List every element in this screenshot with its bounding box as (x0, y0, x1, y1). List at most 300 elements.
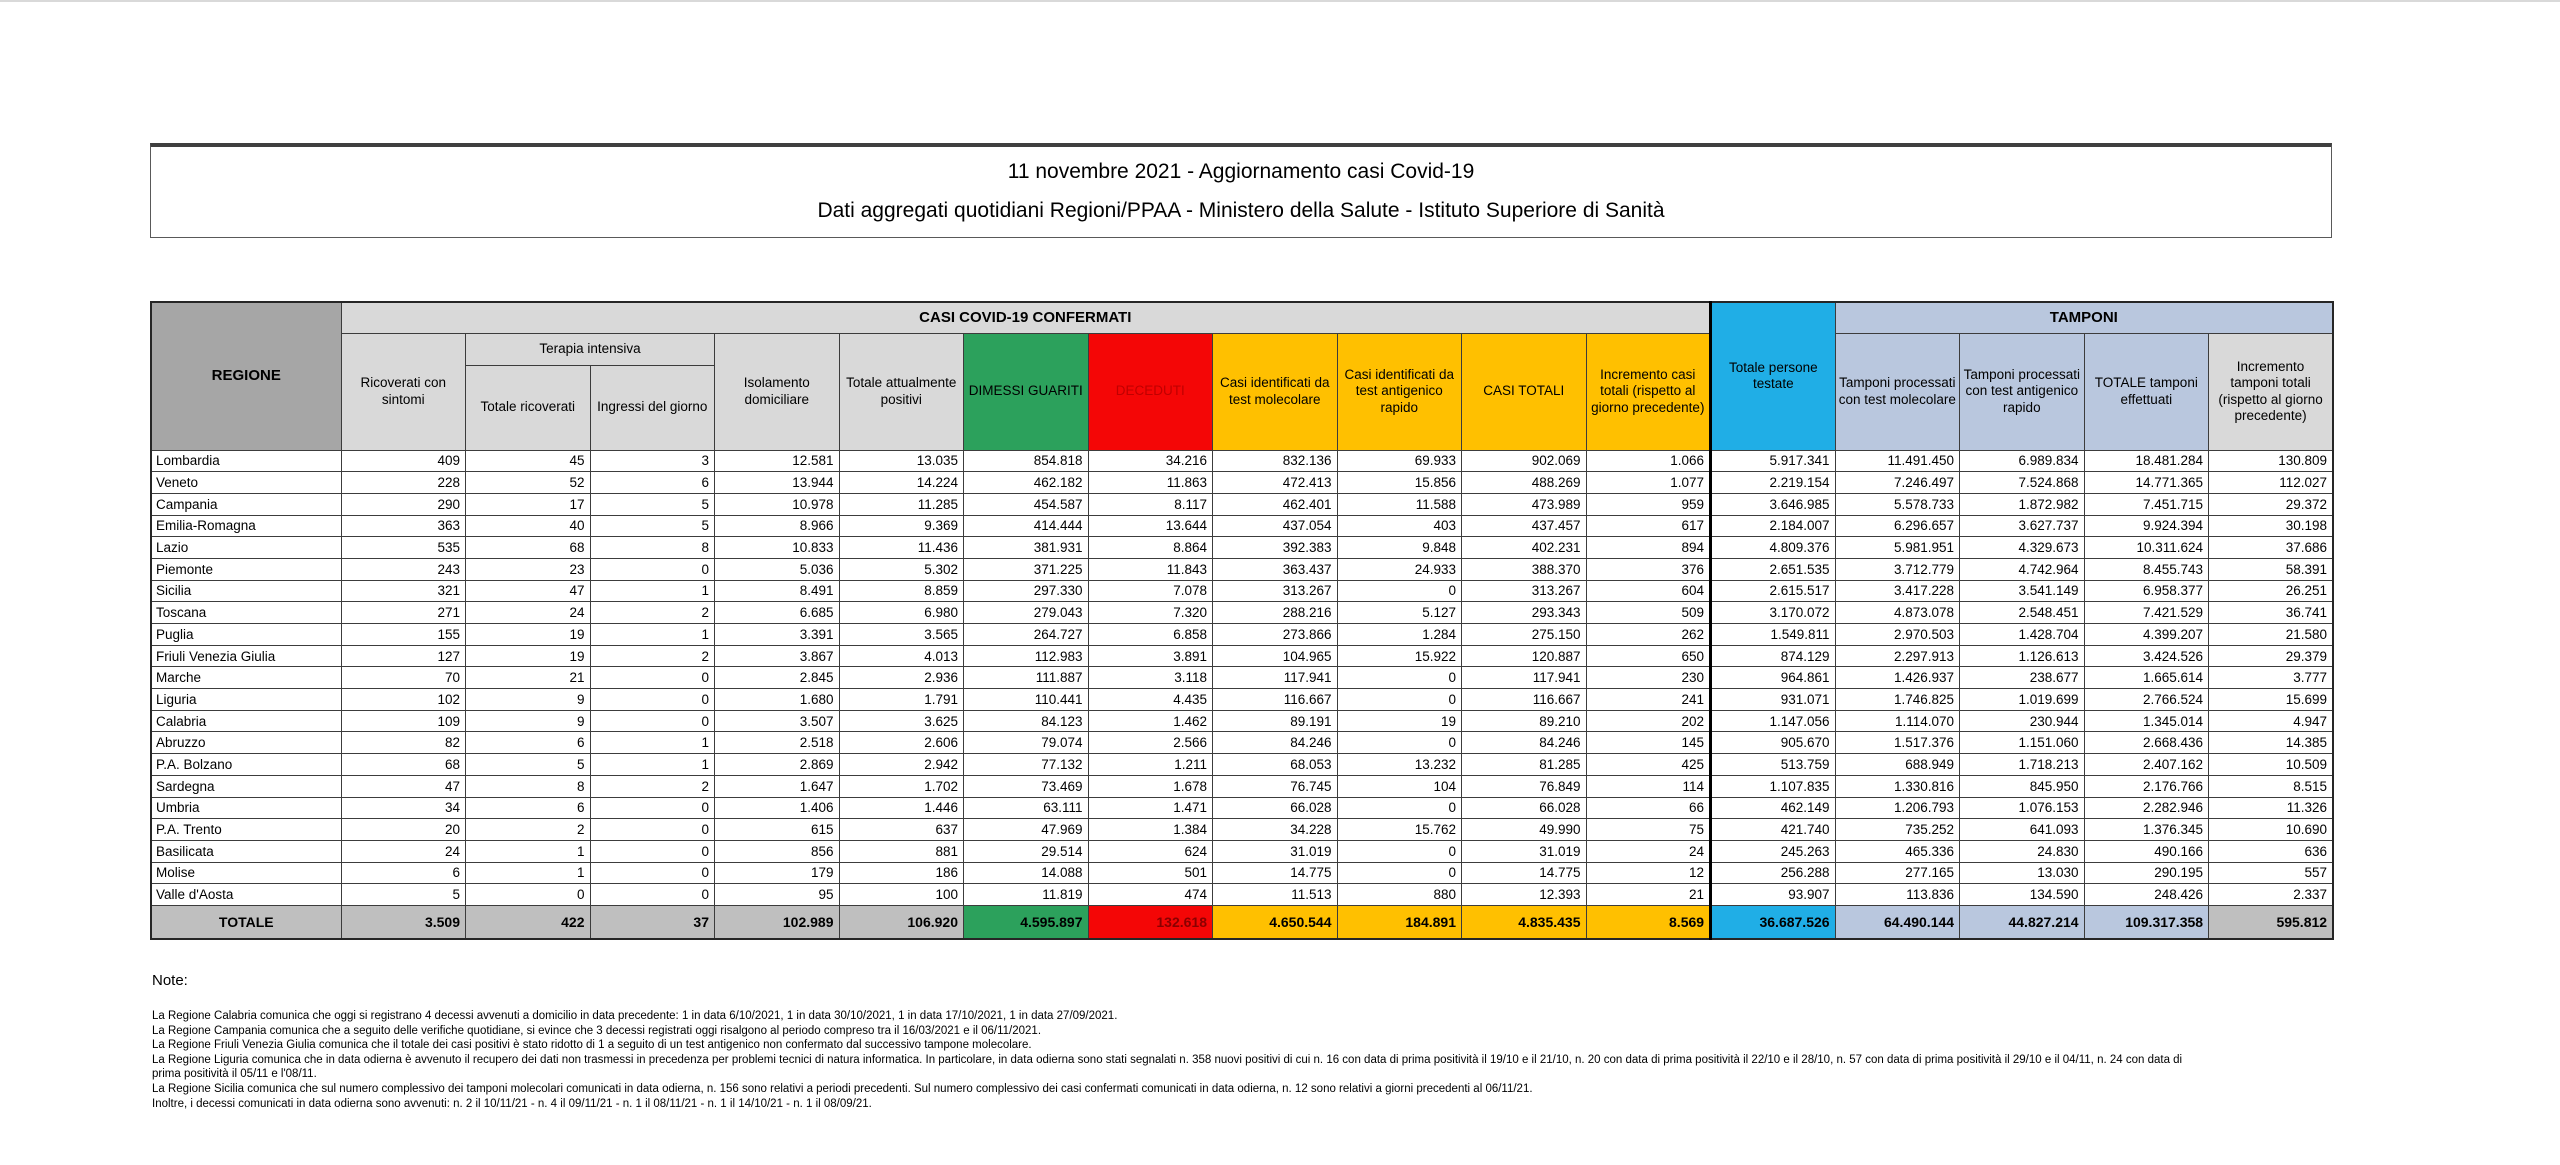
value-cell: 488.269 (1462, 472, 1587, 494)
region-name-cell: P.A. Trento (151, 819, 341, 841)
value-cell: 409 (341, 450, 466, 472)
total-value-cell: 106.920 (839, 905, 964, 939)
value-cell: 5.302 (839, 558, 964, 580)
value-cell: 82 (341, 732, 466, 754)
value-cell: 6 (466, 732, 591, 754)
value-cell: 114 (1586, 775, 1711, 797)
table-row (151, 645, 2333, 667)
value-cell: 624 (1088, 840, 1213, 862)
value-cell: 30.198 (2209, 515, 2334, 537)
value-cell: 0 (590, 862, 715, 884)
value-cell: 964.861 (1711, 667, 1836, 689)
value-cell: 116.667 (1462, 689, 1587, 711)
value-cell: 2.606 (839, 732, 964, 754)
value-cell: 8.117 (1088, 493, 1213, 515)
value-cell: 2.548.451 (1960, 602, 2085, 624)
value-cell: 2.566 (1088, 732, 1213, 754)
value-cell: 9 (466, 710, 591, 732)
value-cell: 1.791 (839, 689, 964, 711)
header-isolamento-domiciliare: Isolamento domiciliare (715, 333, 840, 450)
value-cell: 68 (466, 537, 591, 559)
total-value-cell: 8.569 (1586, 905, 1711, 939)
value-cell: 688.949 (1835, 754, 1960, 776)
value-cell: 69.933 (1337, 450, 1462, 472)
value-cell: 15.762 (1337, 819, 1462, 841)
value-cell: 155 (341, 624, 466, 646)
top-edge-line (0, 0, 2560, 2)
region-name-cell: Puglia (151, 624, 341, 646)
value-cell: 11.863 (1088, 472, 1213, 494)
value-cell: 490.166 (2084, 840, 2209, 862)
value-cell: 1.076.153 (1960, 797, 2085, 819)
region-name-cell: Marche (151, 667, 341, 689)
note-line: prima positività il 05/11 e l'08/11. (152, 1068, 317, 1081)
table-row (151, 537, 2333, 559)
table-row (151, 862, 2333, 884)
value-cell: 47 (466, 580, 591, 602)
value-cell: 111.887 (964, 667, 1089, 689)
value-cell: 8 (466, 775, 591, 797)
value-cell: 1.680 (715, 689, 840, 711)
table-row (151, 602, 2333, 624)
table-row (151, 797, 2333, 819)
value-cell: 110.441 (964, 689, 1089, 711)
value-cell: 425 (1586, 754, 1711, 776)
value-cell: 228 (341, 472, 466, 494)
value-cell: 637 (839, 819, 964, 841)
value-cell: 0 (590, 797, 715, 819)
header-totale-ricoverati: Totale ricoverati (466, 365, 591, 450)
value-cell: 10.833 (715, 537, 840, 559)
value-cell: 277.165 (1835, 862, 1960, 884)
value-cell: 0 (590, 840, 715, 862)
value-cell: 8 (590, 537, 715, 559)
value-cell: 0 (590, 667, 715, 689)
value-cell: 1.471 (1088, 797, 1213, 819)
value-cell: 0 (1337, 797, 1462, 819)
value-cell: 3.777 (2209, 667, 2334, 689)
value-cell: 52 (466, 472, 591, 494)
value-cell: 84.246 (1462, 732, 1587, 754)
value-cell: 24.830 (1960, 840, 2085, 862)
value-cell: 1.019.699 (1960, 689, 2085, 711)
value-cell: 76.745 (1213, 775, 1338, 797)
table-row (151, 732, 2333, 754)
note-line: La Regione Calabria comunica che oggi si registrano 4 decessi avvenuti a domicilio in data precedente: 1 in data 6/10/2021, 1 in data 30/10/2021, 1 in data 17/10/2021, 1 in data 27/09/2021. (152, 1010, 1118, 1022)
value-cell: 243 (341, 558, 466, 580)
value-cell: 1 (590, 754, 715, 776)
header-terapia-intensiva: Terapia intensiva (466, 333, 715, 365)
value-cell: 6 (590, 472, 715, 494)
value-cell: 202 (1586, 710, 1711, 732)
value-cell: 1.665.614 (2084, 667, 2209, 689)
value-cell: 17 (466, 493, 591, 515)
value-cell: 6.989.834 (1960, 450, 2085, 472)
table-row (151, 840, 2333, 862)
value-cell: 288.216 (1213, 602, 1338, 624)
value-cell: 636 (2209, 840, 2334, 862)
region-name-cell: Calabria (151, 710, 341, 732)
header-ricoverati-sintomi: Ricoverati con sintomi (341, 333, 466, 450)
value-cell: 392.383 (1213, 537, 1338, 559)
value-cell: 3 (590, 450, 715, 472)
value-cell: 894 (1586, 537, 1711, 559)
value-cell: 24.933 (1337, 558, 1462, 580)
header-casi-antigenico: Casi identificati da test antigenico rapido (1337, 333, 1462, 450)
value-cell: 9.848 (1337, 537, 1462, 559)
value-cell: 6.980 (839, 602, 964, 624)
value-cell: 1 (466, 862, 591, 884)
header-incremento-tamponi: Incremento tamponi totali (rispetto al giorno precedente) (2209, 333, 2334, 450)
value-cell: 93.907 (1711, 884, 1836, 906)
value-cell: 15.922 (1337, 645, 1462, 667)
value-cell: 14.224 (839, 472, 964, 494)
value-cell: 462.182 (964, 472, 1089, 494)
region-name-cell: Liguria (151, 689, 341, 711)
value-cell: 8.864 (1088, 537, 1213, 559)
value-cell: 1.647 (715, 775, 840, 797)
value-cell: 2.219.154 (1711, 472, 1836, 494)
value-cell: 403 (1337, 515, 1462, 537)
value-cell: 0 (466, 884, 591, 906)
table-row (151, 667, 2333, 689)
value-cell: 12.393 (1462, 884, 1587, 906)
value-cell: 31.019 (1462, 840, 1587, 862)
header-casi-molecolare: Casi identificati da test molecolare (1213, 333, 1338, 450)
value-cell: 462.149 (1711, 797, 1836, 819)
value-cell: 421.740 (1711, 819, 1836, 841)
header-attualmente-positivi: Totale attualmente positivi (839, 333, 964, 450)
header-tamponi-antigenico: Tamponi processati con test antigenico rapido (1960, 333, 2085, 450)
region-name-cell: Molise (151, 862, 341, 884)
value-cell: 36.741 (2209, 602, 2334, 624)
value-cell: 14.775 (1462, 862, 1587, 884)
value-cell: 2 (466, 819, 591, 841)
value-cell: 11.843 (1088, 558, 1213, 580)
value-cell: 11.588 (1337, 493, 1462, 515)
value-cell: 604 (1586, 580, 1711, 602)
value-cell: 650 (1586, 645, 1711, 667)
value-cell: 3.891 (1088, 645, 1213, 667)
value-cell: 9 (466, 689, 591, 711)
value-cell: 19 (466, 624, 591, 646)
value-cell: 1.330.816 (1835, 775, 1960, 797)
value-cell: 179 (715, 862, 840, 884)
value-cell: 5 (466, 754, 591, 776)
value-cell: 313.267 (1462, 580, 1587, 602)
value-cell: 7.451.715 (2084, 493, 2209, 515)
table-row (151, 472, 2333, 494)
value-cell: 902.069 (1462, 450, 1587, 472)
value-cell: 262 (1586, 624, 1711, 646)
value-cell: 3.712.779 (1835, 558, 1960, 580)
value-cell: 18.481.284 (2084, 450, 2209, 472)
value-cell: 230.944 (1960, 710, 2085, 732)
value-cell: 414.444 (964, 515, 1089, 537)
value-cell: 854.818 (964, 450, 1089, 472)
region-name-cell: Friuli Venezia Giulia (151, 645, 341, 667)
value-cell: 49.990 (1462, 819, 1587, 841)
value-cell: 10.311.624 (2084, 537, 2209, 559)
header-regione: REGIONE (151, 302, 341, 450)
value-cell: 437.457 (1462, 515, 1587, 537)
value-cell: 34.216 (1088, 450, 1213, 472)
value-cell: 641.093 (1960, 819, 2085, 841)
value-cell: 1.718.213 (1960, 754, 2085, 776)
value-cell: 20 (341, 819, 466, 841)
table-row (151, 689, 2333, 711)
value-cell: 535 (341, 537, 466, 559)
value-cell: 264.727 (964, 624, 1089, 646)
region-name-cell: Campania (151, 493, 341, 515)
value-cell: 10.978 (715, 493, 840, 515)
total-value-cell: 44.827.214 (1960, 905, 2085, 939)
value-cell: 2.766.524 (2084, 689, 2209, 711)
value-cell: 77.132 (964, 754, 1089, 776)
region-name-cell: Sardegna (151, 775, 341, 797)
value-cell: 1 (590, 732, 715, 754)
value-cell: 75 (1586, 819, 1711, 841)
value-cell: 3.417.228 (1835, 580, 1960, 602)
title-box (150, 143, 2332, 238)
value-cell: 10.509 (2209, 754, 2334, 776)
value-cell: 19 (1337, 710, 1462, 732)
value-cell: 6.858 (1088, 624, 1213, 646)
value-cell: 79.074 (964, 732, 1089, 754)
value-cell: 959 (1586, 493, 1711, 515)
value-cell: 21.580 (2209, 624, 2334, 646)
value-cell: 5 (590, 515, 715, 537)
value-cell: 1 (590, 580, 715, 602)
value-cell: 6.685 (715, 602, 840, 624)
value-cell: 1 (466, 840, 591, 862)
value-cell: 47.969 (964, 819, 1089, 841)
value-cell: 0 (590, 558, 715, 580)
value-cell: 856 (715, 840, 840, 862)
value-cell: 2.651.535 (1711, 558, 1836, 580)
value-cell: 100 (839, 884, 964, 906)
value-cell: 11.513 (1213, 884, 1338, 906)
value-cell: 104.965 (1213, 645, 1338, 667)
value-cell: 63.111 (964, 797, 1089, 819)
value-cell: 13.030 (1960, 862, 2085, 884)
value-cell: 1.872.982 (1960, 493, 2085, 515)
value-cell: 6 (341, 862, 466, 884)
value-cell: 2.869 (715, 754, 840, 776)
total-value-cell: 102.989 (715, 905, 840, 939)
value-cell: 363.437 (1213, 558, 1338, 580)
value-cell: 4.013 (839, 645, 964, 667)
value-cell: 2.282.946 (2084, 797, 2209, 819)
value-cell: 37.686 (2209, 537, 2334, 559)
value-cell: 3.170.072 (1711, 602, 1836, 624)
table-row (151, 884, 2333, 906)
value-cell: 12.581 (715, 450, 840, 472)
region-name-cell: Lombardia (151, 450, 341, 472)
covid-table-container (150, 301, 2334, 940)
header-dimessi-guariti: DIMESSI GUARITI (964, 333, 1089, 450)
value-cell: 9.924.394 (2084, 515, 2209, 537)
value-cell: 34 (341, 797, 466, 819)
value-cell: 402.231 (1462, 537, 1587, 559)
value-cell: 104 (1337, 775, 1462, 797)
value-cell: 0 (1337, 580, 1462, 602)
value-cell: 501 (1088, 862, 1213, 884)
value-cell: 615 (715, 819, 840, 841)
value-cell: 24 (1586, 840, 1711, 862)
value-cell: 2 (590, 602, 715, 624)
value-cell: 381.931 (964, 537, 1089, 559)
value-cell: 245.263 (1711, 840, 1836, 862)
value-cell: 617 (1586, 515, 1711, 537)
value-cell: 8.859 (839, 580, 964, 602)
value-cell: 2.936 (839, 667, 964, 689)
note-line: La Regione Liguria comunica che in data odierna è avvenuto il recupero dei dati non trasmessi in precedenza per problemi tecnici di natura informatica. In particolare, in data odierna sono stati segnalati n. 358 nuovi positivi di cui n. 16 con data di prima positività il 19/10 e il 21/10, n. 20 con data di prima positività il 22/10 e il 28/10, n. 57 con data di prima positività il 29/10 e il 04/11, n. 24 con data di (152, 1053, 2183, 1066)
value-cell: 3.625 (839, 710, 964, 732)
covid-data-table (150, 301, 2334, 940)
value-cell: 297.330 (964, 580, 1089, 602)
value-cell: 11.819 (964, 884, 1089, 906)
value-cell: 66.028 (1213, 797, 1338, 819)
table-row (151, 558, 2333, 580)
value-cell: 81.285 (1462, 754, 1587, 776)
value-cell: 14.775 (1213, 862, 1338, 884)
value-cell: 1.678 (1088, 775, 1213, 797)
note-line: La Regione Sicilia comunica che sul numero complessivo dei tamponi molecolari comunicati in data odierna, n. 156 sono relativi a periodi precedenti. Sul numero complessivo dei casi confermati comunicati in data odierna, n. 12 sono relativi a giorni precedenti al 06/11/21. (152, 1082, 1533, 1095)
value-cell: 11.436 (839, 537, 964, 559)
value-cell: 13.644 (1088, 515, 1213, 537)
value-cell: 905.670 (1711, 732, 1836, 754)
region-name-cell: Lazio (151, 537, 341, 559)
value-cell: 8.455.743 (2084, 558, 2209, 580)
value-cell: 117.941 (1213, 667, 1338, 689)
total-value-cell: 4.595.897 (964, 905, 1089, 939)
value-cell: 95 (715, 884, 840, 906)
value-cell: 472.413 (1213, 472, 1338, 494)
total-value-cell: 595.812 (2209, 905, 2334, 939)
value-cell: 931.071 (1711, 689, 1836, 711)
value-cell: 2.970.503 (1835, 624, 1960, 646)
value-cell: 6 (466, 797, 591, 819)
value-cell: 3.627.737 (1960, 515, 2085, 537)
note-line: La Regione Friuli Venezia Giulia comunica che il totale dei casi positivi è stato ridotto di 1 a seguito di un test antigenico non confermato dal successivo tampone molecolare. (152, 1039, 1032, 1052)
value-cell: 1.147.056 (1711, 710, 1836, 732)
value-cell: 4.873.078 (1835, 602, 1960, 624)
region-name-cell: P.A. Bolzano (151, 754, 341, 776)
total-value-cell: 4.835.435 (1462, 905, 1587, 939)
region-name-cell: Sicilia (151, 580, 341, 602)
value-cell: 10.690 (2209, 819, 2334, 841)
value-cell: 40 (466, 515, 591, 537)
value-cell: 1.107.835 (1711, 775, 1836, 797)
value-cell: 145 (1586, 732, 1711, 754)
notes-section (152, 972, 2542, 1111)
value-cell: 2 (590, 775, 715, 797)
value-cell: 1.702 (839, 775, 964, 797)
value-cell: 388.370 (1462, 558, 1587, 580)
value-cell: 1.746.825 (1835, 689, 1960, 711)
table-row (151, 580, 2333, 602)
value-cell: 84.123 (964, 710, 1089, 732)
value-cell: 0 (1337, 840, 1462, 862)
table-row (151, 819, 2333, 841)
header-deceduti: DECEDUTI (1088, 333, 1213, 450)
value-cell: 880 (1337, 884, 1462, 906)
value-cell: 5 (590, 493, 715, 515)
value-cell: 290.195 (2084, 862, 2209, 884)
value-cell: 1.406 (715, 797, 840, 819)
value-cell: 23 (466, 558, 591, 580)
header-tamponi-molecolare: Tamponi processati con test molecolare (1835, 333, 1960, 450)
header-incremento-casi: Incremento casi totali (rispetto al giorno precedente) (1586, 333, 1711, 450)
value-cell: 1.211 (1088, 754, 1213, 776)
value-cell: 241 (1586, 689, 1711, 711)
total-row-label: TOTALE (151, 905, 341, 939)
report-subtitle: Dati aggregati quotidiani Regioni/PPAA - Ministero della Salute - Istituto Superiore di Sanità (817, 199, 1665, 222)
value-cell: 1.446 (839, 797, 964, 819)
value-cell: 26.251 (2209, 580, 2334, 602)
value-cell: 112.983 (964, 645, 1089, 667)
value-cell: 293.343 (1462, 602, 1587, 624)
value-cell: 1.077 (1586, 472, 1711, 494)
table-row (151, 450, 2333, 472)
value-cell: 3.391 (715, 624, 840, 646)
value-cell: 14.088 (964, 862, 1089, 884)
value-cell: 256.288 (1711, 862, 1836, 884)
value-cell: 0 (590, 884, 715, 906)
value-cell: 2.297.913 (1835, 645, 1960, 667)
value-cell: 6.296.657 (1835, 515, 1960, 537)
header-persone-testate: Totale persone testate (1711, 302, 1836, 450)
value-cell: 113.836 (1835, 884, 1960, 906)
region-name-cell: Abruzzo (151, 732, 341, 754)
value-cell: 0 (1337, 732, 1462, 754)
value-cell: 127 (341, 645, 466, 667)
value-cell: 874.129 (1711, 645, 1836, 667)
value-cell: 68 (341, 754, 466, 776)
value-cell: 275.150 (1462, 624, 1587, 646)
value-cell: 4.947 (2209, 710, 2334, 732)
value-cell: 290 (341, 493, 466, 515)
value-cell: 3.565 (839, 624, 964, 646)
value-cell: 14.771.365 (2084, 472, 2209, 494)
value-cell: 2.184.007 (1711, 515, 1836, 537)
value-cell: 13.944 (715, 472, 840, 494)
value-cell: 376 (1586, 558, 1711, 580)
value-cell: 1.517.376 (1835, 732, 1960, 754)
value-cell: 12 (1586, 862, 1711, 884)
value-cell: 2.942 (839, 754, 964, 776)
value-cell: 21 (1586, 884, 1711, 906)
value-cell: 2.337 (2209, 884, 2334, 906)
value-cell: 21 (466, 667, 591, 689)
value-cell: 0 (590, 710, 715, 732)
value-cell: 34.228 (1213, 819, 1338, 841)
total-value-cell: 4.650.544 (1213, 905, 1338, 939)
value-cell: 1.206.793 (1835, 797, 1960, 819)
value-cell: 5 (341, 884, 466, 906)
value-cell: 437.054 (1213, 515, 1338, 537)
value-cell: 454.587 (964, 493, 1089, 515)
value-cell: 0 (1337, 689, 1462, 711)
value-cell: 3.867 (715, 645, 840, 667)
total-row (151, 905, 2333, 939)
region-name-cell: Toscana (151, 602, 341, 624)
value-cell: 120.887 (1462, 645, 1587, 667)
region-name-cell: Emilia-Romagna (151, 515, 341, 537)
value-cell: 5.036 (715, 558, 840, 580)
note-line: Inoltre, i decessi comunicati in data odierna sono avvenuti: n. 2 il 10/11/21 - n. 4 il 09/11/21 - n. 1 il 08/11/21 - n. 1 il 14/10/21 - n. 1 il 08/09/21. (152, 1097, 872, 1110)
